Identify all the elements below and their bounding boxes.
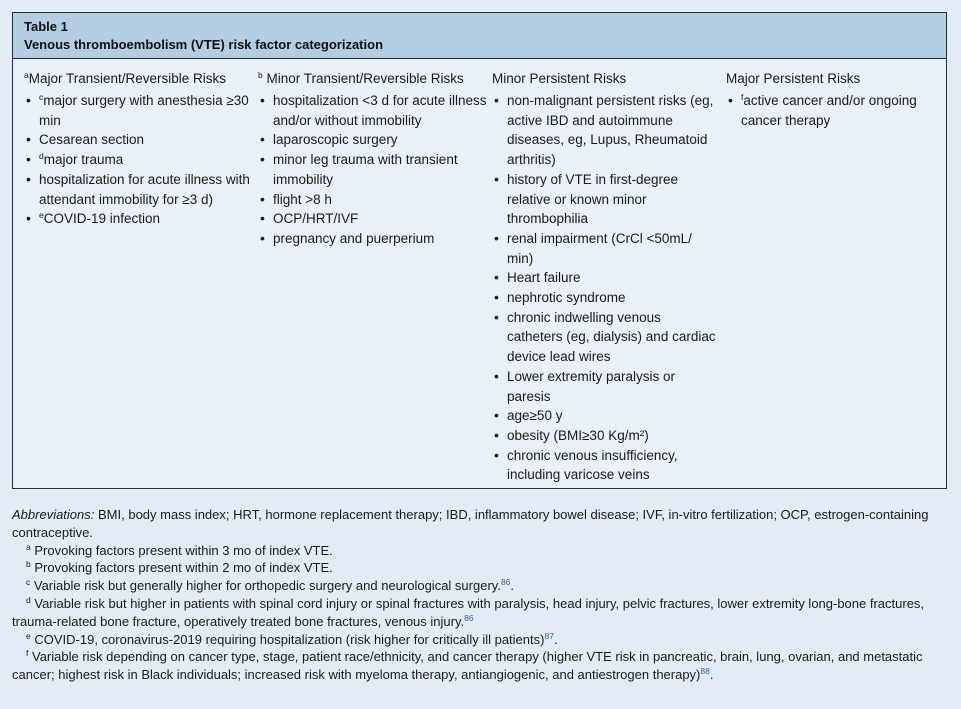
- footnote-text: Variable risk but higher in patients with spinal cord injury or spinal fractures with paralysis, head injury, pelvic fractures, lower extremity long-bone fractures, trauma-related bone fracture, operatively treated bone fractures, venous injury.: [12, 595, 925, 629]
- list-item-text: active cancer and/or ongoing cancer therapy: [741, 93, 917, 128]
- footnote-text: Provoking factors present within 3 mo of index VTE.: [34, 542, 333, 558]
- list-item: [24, 130, 256, 150]
- column-header-text: Major Transient/Reversible Risks: [28, 71, 227, 86]
- list-item-text: COVID-19 infection: [43, 211, 161, 227]
- table-columns: [13, 59, 946, 487]
- column-major-transient: [24, 59, 256, 229]
- list-item-text: chronic venous insufficiency, including varicose veins: [507, 447, 678, 483]
- list-item: [492, 268, 718, 288]
- column-minor-transient: [258, 59, 490, 249]
- table-label: Table 1: [24, 19, 68, 34]
- list-item: [492, 288, 718, 308]
- list-item-text: OCP/HRT/IVF: [273, 211, 359, 227]
- abbreviations-note: [12, 506, 952, 542]
- risk-list: [492, 91, 718, 485]
- list-item: [24, 170, 256, 209]
- footnote: [12, 595, 952, 631]
- footnote-text: Variable risk but generally higher for orthopedic surgery and neurological surgery.: [33, 578, 501, 594]
- list-item: [258, 229, 490, 249]
- risk-list: [258, 91, 490, 249]
- list-item-text: major surgery with anesthesia ≥30 min: [39, 93, 249, 128]
- list-item-text: pregnancy and puerperium: [273, 230, 435, 246]
- list-item: [258, 91, 490, 130]
- column-header: [726, 59, 938, 89]
- list-item-text: hospitalization for acute illness with attendant immobility for ≥3 d): [39, 171, 250, 207]
- list-item-text: major trauma: [43, 152, 124, 168]
- table-header: [13, 13, 946, 59]
- column-header-text: Major Persistent Risks: [726, 71, 861, 86]
- list-item-text: renal impairment (CrCl <50mL/ min): [507, 230, 692, 266]
- list-item-text: history of VTE in first-degree relative or known minor thrombophilia: [507, 171, 679, 227]
- list-item: [726, 91, 938, 130]
- list-item-text: age≥50 y: [507, 408, 563, 424]
- risk-list: [726, 91, 938, 130]
- header-footnote-mark: a: [24, 70, 29, 80]
- column-major-persistent: [726, 59, 938, 130]
- list-item: [492, 406, 718, 426]
- item-footnote-mark: c: [39, 92, 44, 102]
- list-item: [258, 209, 490, 229]
- table-footnotes: [12, 506, 952, 684]
- list-item-text: flight >8 h: [273, 191, 332, 207]
- list-item: [24, 150, 256, 170]
- footnote: [12, 542, 952, 560]
- list-item: [492, 91, 718, 170]
- table-title: Venous thromboembolism (VTE) risk factor categorization: [24, 36, 384, 52]
- column-header: [24, 59, 256, 89]
- citation-link[interactable]: 88: [700, 666, 710, 677]
- list-item: [492, 170, 718, 229]
- footnote-mark: f: [26, 648, 29, 659]
- list-item: [492, 426, 718, 446]
- footnote: $^e$ COVID-19, coronavirus-2019 requiring hospitalization (risk higher for critically ill patients)$^{87}$.: [26, 630, 558, 647]
- list-item: [258, 150, 490, 189]
- list-item-text: Heart failure: [507, 270, 581, 286]
- abbreviations-text: BMI, body mass index; HRT, hormone replacement therapy; IBD, inflammatory bowel disease; IVF, in-vitro fertilization; OCP, estrogen-containing contraceptive.: [12, 507, 929, 540]
- list-item-text: obesity (BMI≥30 Kg/m²): [507, 427, 649, 443]
- citation-link[interactable]: 87: [544, 630, 554, 641]
- risk-list: [24, 91, 256, 229]
- list-item: [258, 130, 490, 150]
- footnote-text: Provoking factors present within 2 mo of index VTE.: [34, 560, 333, 576]
- column-header-text: Minor Transient/Reversible Risks: [262, 71, 464, 86]
- citation-link[interactable]: 86: [464, 612, 474, 623]
- footnote: $^f$ Variable risk depending on cancer type, stage, patient race/ethnicity, and cancer therapy (higher VTE risk in pancreatic, brain, lung, ovarian, and metastatic cancer; highest risk in Black individuals; increased risk with myeloma therapy, antiangiogenic, and antiestrogen therapy)$^{88}$.: [12, 648, 923, 683]
- list-item: [492, 229, 718, 268]
- column-header: [492, 59, 718, 89]
- list-item-text: minor leg trauma with transient immobility: [273, 152, 458, 187]
- column-header: [258, 59, 490, 89]
- footnote-mark: c: [26, 577, 31, 588]
- list-item-text: Cesarean section: [39, 132, 145, 148]
- item-footnote-mark: e: [39, 210, 44, 221]
- list-item: [492, 367, 718, 406]
- footnote-mark: e: [26, 630, 31, 641]
- list-item-text: Lower extremity paralysis or paresis: [507, 368, 676, 404]
- list-item: [258, 190, 490, 210]
- list-item-text: non-malignant persistent risks (eg, active IBD and autoimmune diseases, eg, Lupus, Rheumatoid arthritis): [507, 93, 714, 168]
- footnote: $^c$ Variable risk but generally higher for orthopedic surgery and neurological surgery.$^{86}$.: [26, 577, 515, 594]
- list-item-text: laparoscopic surgery: [273, 132, 398, 148]
- footnote-text: COVID-19, coronavirus-2019 requiring hospitalization (risk higher for critically ill patients): [34, 631, 545, 647]
- header-footnote-mark: b: [258, 70, 263, 80]
- footnote-mark: b: [26, 559, 31, 570]
- column-header-text: Minor Persistent Risks: [492, 71, 627, 86]
- list-item: [492, 446, 718, 485]
- abbreviations-label: Abbreviations:: [12, 507, 95, 522]
- footnote-text: Variable risk depending on cancer type, stage, patient race/ethnicity, and cancer therapy (higher VTE risk in pancreatic, brain, lung, ovarian, and metastatic cancer; highest risk in Black individuals; increased risk with myeloma therapy, antiangiogenic, and antiestrogen therapy): [12, 649, 923, 683]
- footnote-mark: a: [26, 541, 31, 552]
- citation-link[interactable]: 86: [500, 577, 511, 588]
- footnote-mark: d: [26, 594, 31, 605]
- list-item: [24, 91, 256, 130]
- column-minor-persistent: [492, 59, 718, 485]
- list-item: [24, 209, 256, 229]
- risk-factor-table: [12, 12, 947, 489]
- list-item: [492, 308, 718, 367]
- item-footnote-mark: d: [39, 151, 44, 162]
- list-item-text: chronic indwelling venous catheters (eg, dialysis) and cardiac device lead wires: [507, 309, 716, 365]
- list-item-text: hospitalization <3 d for acute illness and/or without immobility: [273, 93, 487, 128]
- item-footnote-mark: f: [741, 92, 744, 102]
- footnote: [12, 559, 952, 577]
- list-item-text: nephrotic syndrome: [507, 290, 626, 306]
